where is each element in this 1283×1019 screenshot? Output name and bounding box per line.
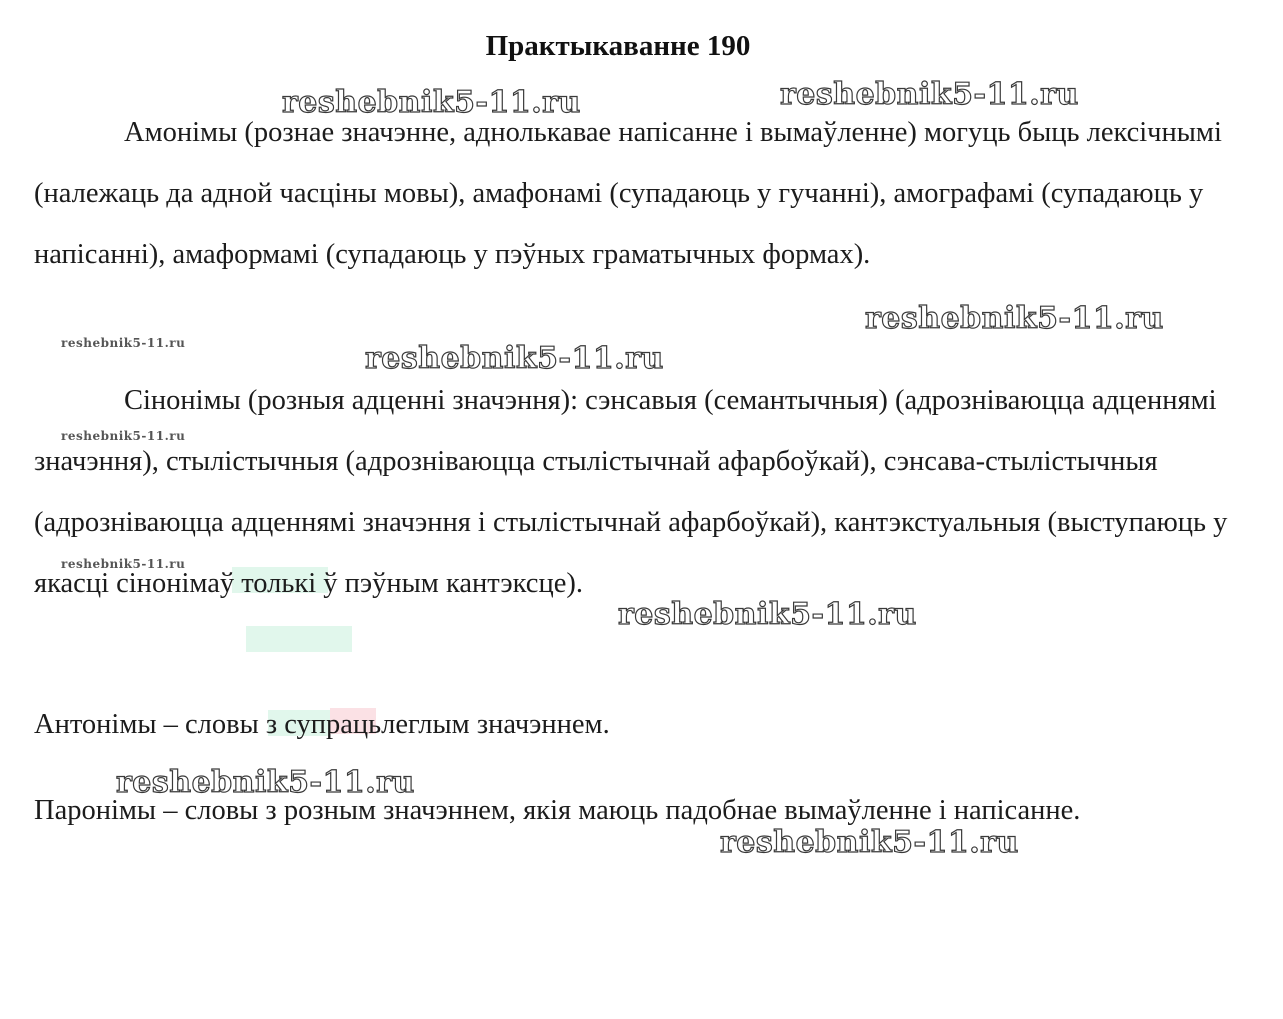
paragraph-antonyms: Антонімы – словы з супрацьлеглым значэннем. [34,709,610,740]
watermark: reshebnik5-11.ru [780,77,1079,112]
page-title: Практыкаванне 190 [485,30,751,62]
watermark: reshebnik5-11.ru [365,341,664,376]
watermark-small: reshebnik5-11.ru [61,429,186,443]
watermark-small: reshebnik5-11.ru [61,336,186,350]
paragraph-synonyms: Сінонімы (розныя адценні значэння): сэнсавыя (семантычныя) (адрозніваюцца адценнямі значэння), стылістычныя (адрозніваюцца стылістычнай афарбоўкай), сэнсава-стылістычныя (адрозніваюцца адценнямі значэння і стылістычнай афарбоўкай), кантэкстуальныя (выступаюць у якасці сінонімаў толькі ў пэўным кантэксце). [34,385,1228,599]
highlight-mark [246,626,352,652]
watermark: reshebnik5-11.ru [618,597,917,632]
watermark: reshebnik5-11.ru [865,301,1164,336]
watermark-small: reshebnik5-11.ru [61,557,186,571]
paragraph-paronyms: Паронімы – словы з розным значэннем, якія маюць падобнае вымаўленне і напісанне. [34,795,1081,826]
watermark: reshebnik5-11.ru [720,825,1019,860]
watermark: reshebnik5-11.ru [116,765,415,800]
watermark: reshebnik5-11.ru [282,85,581,120]
paragraph-homonyms: Амонімы (рознае значэнне, аднолькавае напісанне і вымаўленне) могуць быць лексічнымі (належаць да адной часціны мовы), амафонамі (супадаюць у гучанні), амографамі (супадаюць у напісанні), амаформамі (супадаюць у пэўных граматычных формах). [34,117,1222,270]
